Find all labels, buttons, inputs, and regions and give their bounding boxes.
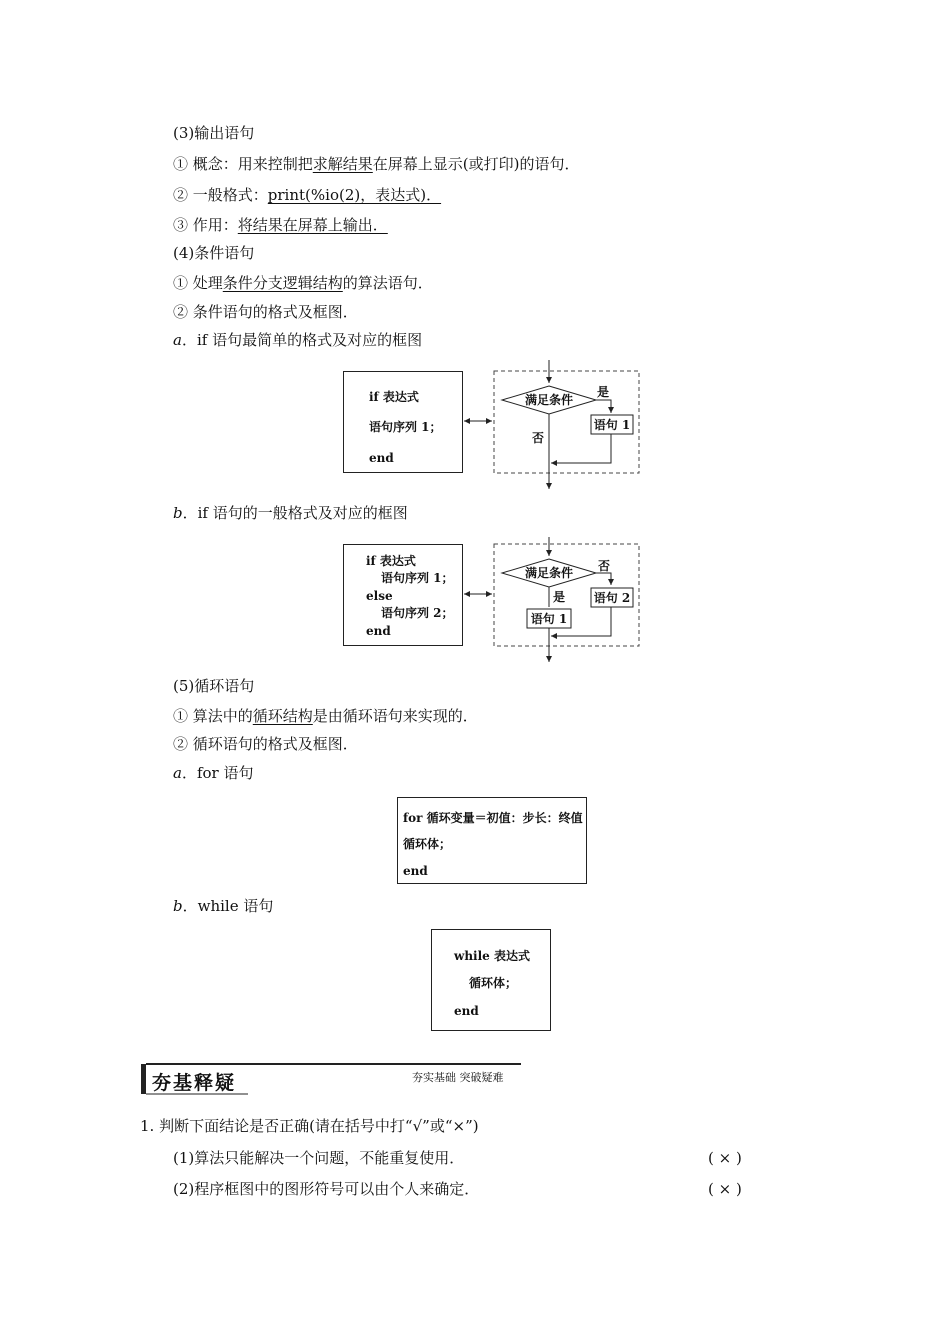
question-1: 1. 判断下面结论是否正确(请在括号中打“√”或“×”): [140, 1117, 479, 1135]
code-line: else: [366, 589, 393, 603]
statement-1-label: 语句 1: [593, 418, 631, 432]
code-line: 语句序列 1；: [381, 571, 454, 585]
conditional-format: ② 条件语句的格式及框图．: [173, 303, 358, 321]
code-line: end: [369, 451, 394, 465]
no-label: 否: [598, 559, 611, 573]
for-caption: a．for 语句: [173, 764, 254, 782]
while-caption: b．while 语句: [173, 897, 274, 915]
no-label: 否: [532, 431, 545, 445]
output-format: ② 一般格式：print(%io(2)，表达式)．: [173, 186, 442, 204]
answer-1-2: ( × ): [708, 1180, 742, 1198]
output-function: ③ 作用：将结果在屏幕上输出．: [173, 216, 388, 234]
code-line: for 循环变量＝初值：步长：终值: [403, 811, 583, 825]
decision-label: 满足条件: [524, 566, 574, 580]
section-title: 夯基释疑: [152, 1072, 237, 1094]
code-line: while 表达式: [454, 949, 530, 963]
loop-purpose: ① 算法中的循环结构是由循环语句来实现的．: [173, 707, 478, 725]
loop-format: ② 循环语句的格式及框图．: [173, 735, 358, 753]
statement-2-label: 语句 2: [593, 591, 631, 605]
question-1-2: (2)程序框图中的图形符号可以由个人来确定．: [173, 1180, 480, 1198]
code-line: end: [366, 624, 391, 638]
section-subtitle: 夯实基础 突破疑难: [412, 1071, 504, 1084]
code-line: 语句序列 2；: [381, 606, 454, 620]
code-line: 语句序列 1；: [369, 420, 442, 434]
if-general-caption: b．if 语句的一般格式及对应的框图: [173, 504, 408, 522]
heading-output-statement: (3)输出语句: [173, 124, 255, 142]
output-concept: ① 概念：用来控制把求解结果在屏幕上显示(或打印)的语句．: [173, 155, 580, 173]
decision-label: 满足条件: [524, 393, 574, 407]
statement-1-label: 语句 1: [530, 612, 568, 626]
if-simple-caption: a．if 语句最简单的格式及对应的框图: [173, 331, 423, 349]
heading-loop-statement: (5)循环语句: [173, 677, 255, 695]
code-line: end: [454, 1004, 479, 1018]
answer-1-1: ( × ): [708, 1149, 742, 1167]
heading-conditional-statement: (4)条件语句: [173, 244, 255, 262]
code-line: if 表达式: [366, 554, 416, 568]
yes-label: 是: [553, 590, 566, 604]
yes-label: 是: [597, 385, 610, 399]
question-1-1: (1)算法只能解决一个问题，不能重复使用．: [173, 1149, 465, 1167]
code-line: 循环体；: [469, 976, 518, 990]
conditional-purpose: ① 处理条件分支逻辑结构的算法语句．: [173, 274, 433, 292]
code-line: 循环体；: [403, 837, 452, 851]
code-line: end: [403, 864, 428, 878]
code-line: if 表达式: [369, 390, 419, 404]
